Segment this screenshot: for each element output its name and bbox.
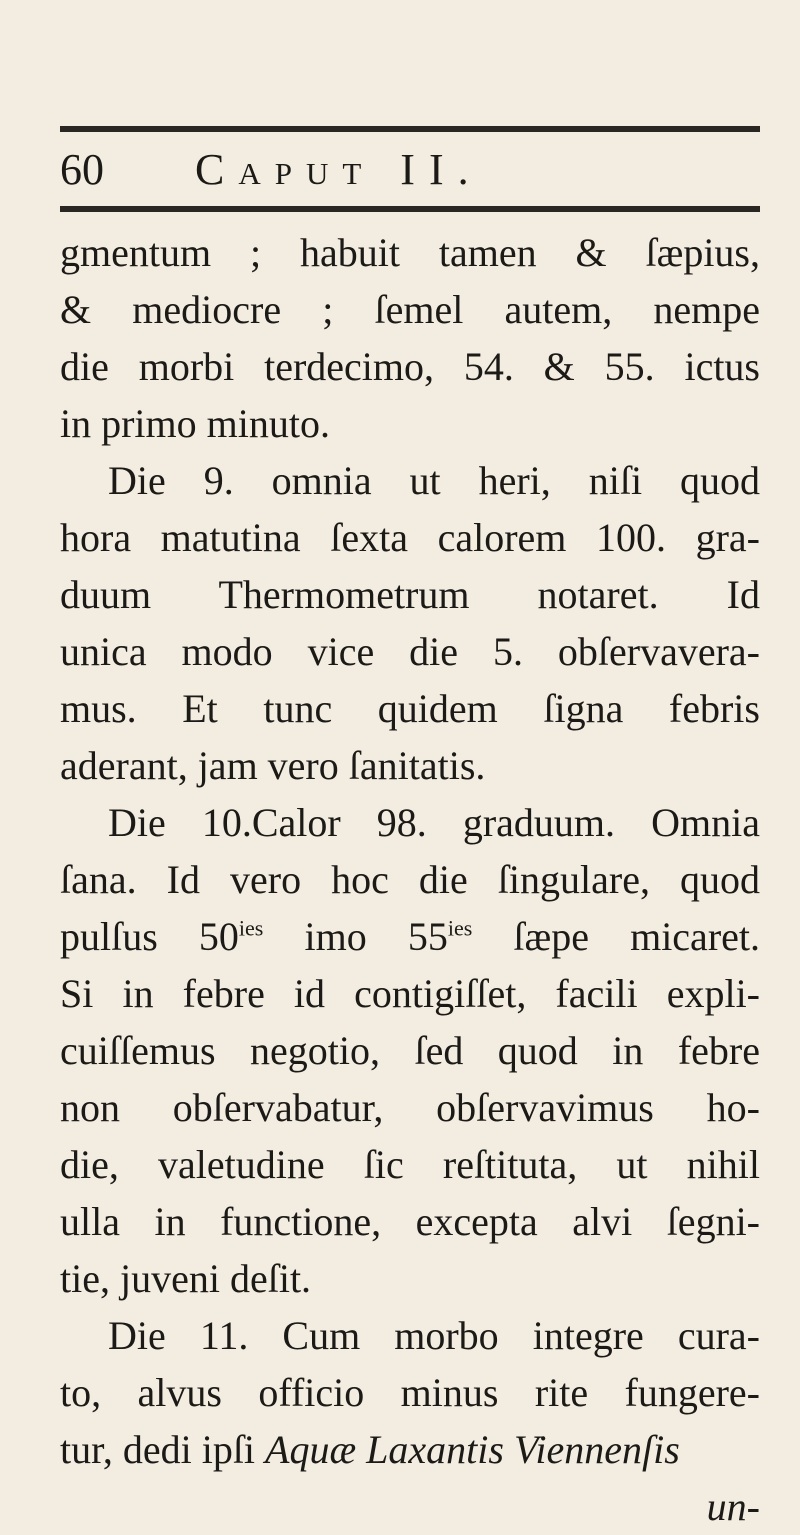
text-line: aderant, jam vero ſanitatis.: [60, 743, 486, 788]
text-line: Die 9. omnia ut heri, niſi quod: [108, 458, 760, 503]
text-line: tie, juveni deſit.: [60, 1256, 312, 1301]
text-line: tur, dedi ipſi Aquæ Laxantis Viennenſis: [60, 1427, 680, 1472]
text-line: cuiſſemus negotio, ſed quod in febre: [60, 1028, 760, 1073]
catchword: un-: [706, 1484, 760, 1529]
text-line: duum Thermometrum notaret. Id: [60, 572, 760, 617]
text-line: unica modo vice die 5. obſervavera-: [60, 629, 760, 674]
text-line: Die 10.Calor 98. graduum. Omnia: [108, 800, 760, 845]
text-line: non obſervabatur, obſervavimus ho-: [60, 1085, 760, 1130]
header-rule-top: [60, 126, 760, 132]
page-header: [60, 140, 760, 200]
text-line: gmentum ; habuit tamen & ſæpius,: [60, 230, 760, 275]
text-line: in primo minuto.: [60, 401, 330, 446]
text-line: ſana. Id vero hoc die ſingulare, quod: [60, 857, 760, 902]
italic-phrase: Aquæ Laxantis Viennenſis: [265, 1427, 680, 1472]
text-line: mus. Et tunc quidem ſigna febris: [60, 686, 760, 731]
page-number: 60: [60, 145, 104, 194]
text-line: hora matutina ſexta calorem 100. gra-: [60, 515, 760, 560]
text-line: to, alvus officio minus rite fungere-: [60, 1370, 760, 1415]
body-text: [60, 224, 760, 1535]
text-line: die morbi terdecimo, 54. & 55. ictus: [60, 344, 760, 389]
text-line: Si in febre id contigiſſet, facili expli-: [60, 971, 760, 1016]
text-line: pulſus $50^{ies}$ imo $55^{ies}$ ſæpe micaret.: [60, 914, 761, 959]
text-line: ulla in functione, excepta alvi ſegni-: [60, 1199, 760, 1244]
header-rule-bottom: [60, 206, 760, 212]
text-line: & mediocre ; ſemel autem, nempe: [60, 287, 760, 332]
running-head: Caput II.: [195, 145, 483, 194]
text-line: die, valetudine ſic reſtituta, ut nihil: [60, 1142, 760, 1187]
text-line: Die 11. Cum morbo integre cura-: [108, 1313, 760, 1358]
